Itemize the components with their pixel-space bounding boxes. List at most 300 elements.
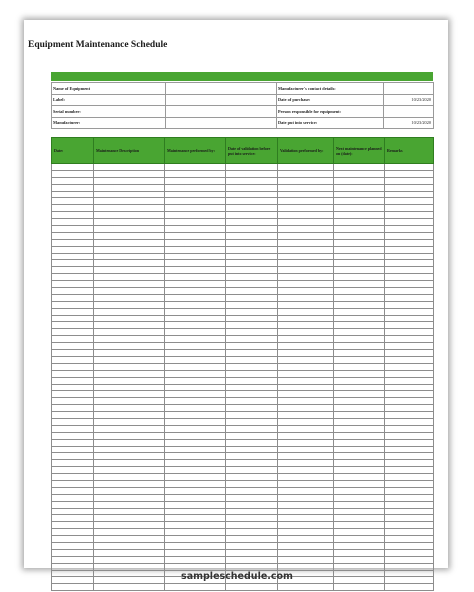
table-cell[interactable] <box>165 239 226 246</box>
table-cell[interactable] <box>278 453 334 460</box>
table-cell[interactable] <box>278 446 334 453</box>
table-cell[interactable] <box>165 170 226 177</box>
table-cell[interactable] <box>278 377 334 384</box>
table-cell[interactable] <box>334 356 385 363</box>
table-cell[interactable] <box>226 522 278 529</box>
table-cell[interactable] <box>94 487 165 494</box>
table-cell[interactable] <box>52 246 94 253</box>
table-cell[interactable] <box>94 350 165 357</box>
table-cell[interactable] <box>52 453 94 460</box>
table-cell[interactable] <box>278 370 334 377</box>
table-cell[interactable] <box>385 274 434 281</box>
table-cell[interactable] <box>52 288 94 295</box>
table-cell[interactable] <box>385 480 434 487</box>
table-cell[interactable] <box>226 398 278 405</box>
table-cell[interactable] <box>165 474 226 481</box>
table-cell[interactable] <box>385 467 434 474</box>
table-cell[interactable] <box>94 191 165 198</box>
table-cell[interactable] <box>278 267 334 274</box>
table-cell[interactable] <box>385 515 434 522</box>
table-cell[interactable] <box>52 336 94 343</box>
table-cell[interactable] <box>94 522 165 529</box>
person-responsible-field[interactable] <box>384 106 434 118</box>
table-cell[interactable] <box>165 350 226 357</box>
table-cell[interactable] <box>385 350 434 357</box>
table-cell[interactable] <box>52 487 94 494</box>
table-cell[interactable] <box>94 391 165 398</box>
table-cell[interactable] <box>226 212 278 219</box>
table-cell[interactable] <box>165 494 226 501</box>
table-cell[interactable] <box>334 294 385 301</box>
table-cell[interactable] <box>52 232 94 239</box>
table-cell[interactable] <box>334 274 385 281</box>
table-cell[interactable] <box>278 391 334 398</box>
table-cell[interactable] <box>165 549 226 556</box>
table-cell[interactable] <box>385 522 434 529</box>
table-cell[interactable] <box>52 474 94 481</box>
table-cell[interactable] <box>94 501 165 508</box>
table-cell[interactable] <box>226 246 278 253</box>
table-cell[interactable] <box>385 425 434 432</box>
table-cell[interactable] <box>52 294 94 301</box>
table-cell[interactable] <box>226 336 278 343</box>
table-cell[interactable] <box>165 398 226 405</box>
table-cell[interactable] <box>334 467 385 474</box>
table-cell[interactable] <box>334 536 385 543</box>
table-cell[interactable] <box>278 281 334 288</box>
table-cell[interactable] <box>278 515 334 522</box>
table-cell[interactable] <box>334 288 385 295</box>
table-cell[interactable] <box>52 556 94 563</box>
table-cell[interactable] <box>278 536 334 543</box>
table-cell[interactable] <box>226 439 278 446</box>
table-cell[interactable] <box>94 246 165 253</box>
table-cell[interactable] <box>165 501 226 508</box>
table-cell[interactable] <box>165 315 226 322</box>
table-cell[interactable] <box>52 549 94 556</box>
table-cell[interactable] <box>278 363 334 370</box>
table-cell[interactable] <box>385 308 434 315</box>
table-cell[interactable] <box>278 219 334 226</box>
table-cell[interactable] <box>226 542 278 549</box>
table-cell[interactable] <box>385 556 434 563</box>
table-cell[interactable] <box>226 198 278 205</box>
table-cell[interactable] <box>165 212 226 219</box>
table-cell[interactable] <box>165 301 226 308</box>
table-cell[interactable] <box>385 432 434 439</box>
table-cell[interactable] <box>52 226 94 233</box>
table-cell[interactable] <box>94 164 165 171</box>
table-cell[interactable] <box>385 418 434 425</box>
table-cell[interactable] <box>278 556 334 563</box>
manufacturer-field[interactable] <box>166 117 277 129</box>
table-cell[interactable] <box>385 315 434 322</box>
table-cell[interactable] <box>165 487 226 494</box>
table-cell[interactable] <box>226 232 278 239</box>
table-cell[interactable] <box>334 329 385 336</box>
table-cell[interactable] <box>52 350 94 357</box>
manufacturer-contact-field[interactable] <box>384 83 434 95</box>
table-cell[interactable] <box>385 260 434 267</box>
table-cell[interactable] <box>165 219 226 226</box>
table-cell[interactable] <box>165 177 226 184</box>
table-cell[interactable] <box>278 191 334 198</box>
label-field[interactable] <box>166 94 277 106</box>
table-cell[interactable] <box>94 363 165 370</box>
table-cell[interactable] <box>226 191 278 198</box>
table-cell[interactable] <box>334 432 385 439</box>
table-cell[interactable] <box>226 170 278 177</box>
table-cell[interactable] <box>52 584 94 591</box>
table-cell[interactable] <box>94 274 165 281</box>
table-cell[interactable] <box>278 164 334 171</box>
table-cell[interactable] <box>334 563 385 570</box>
table-cell[interactable] <box>278 246 334 253</box>
table-cell[interactable] <box>165 412 226 419</box>
table-cell[interactable] <box>94 446 165 453</box>
table-cell[interactable] <box>278 184 334 191</box>
table-cell[interactable] <box>52 274 94 281</box>
table-cell[interactable] <box>94 405 165 412</box>
table-cell[interactable] <box>94 170 165 177</box>
table-cell[interactable] <box>385 536 434 543</box>
table-cell[interactable] <box>52 239 94 246</box>
table-cell[interactable] <box>334 219 385 226</box>
serial-number-field[interactable] <box>166 106 277 118</box>
table-cell[interactable] <box>52 542 94 549</box>
table-cell[interactable] <box>52 536 94 543</box>
table-cell[interactable] <box>385 549 434 556</box>
table-cell[interactable] <box>385 542 434 549</box>
table-cell[interactable] <box>165 336 226 343</box>
table-cell[interactable] <box>385 226 434 233</box>
table-cell[interactable] <box>226 274 278 281</box>
table-cell[interactable] <box>94 529 165 536</box>
table-cell[interactable] <box>94 239 165 246</box>
table-cell[interactable] <box>94 294 165 301</box>
table-cell[interactable] <box>334 253 385 260</box>
table-cell[interactable] <box>334 522 385 529</box>
table-cell[interactable] <box>278 549 334 556</box>
table-cell[interactable] <box>385 501 434 508</box>
table-cell[interactable] <box>165 453 226 460</box>
table-cell[interactable] <box>52 343 94 350</box>
table-cell[interactable] <box>278 205 334 212</box>
table-cell[interactable] <box>94 184 165 191</box>
table-cell[interactable] <box>334 350 385 357</box>
table-cell[interactable] <box>334 226 385 233</box>
table-cell[interactable] <box>94 425 165 432</box>
table-cell[interactable] <box>278 343 334 350</box>
table-cell[interactable] <box>94 536 165 543</box>
table-cell[interactable] <box>165 377 226 384</box>
table-cell[interactable] <box>52 329 94 336</box>
table-cell[interactable] <box>226 322 278 329</box>
table-cell[interactable] <box>385 529 434 536</box>
table-cell[interactable] <box>165 556 226 563</box>
table-cell[interactable] <box>385 343 434 350</box>
table-cell[interactable] <box>52 515 94 522</box>
table-cell[interactable] <box>94 260 165 267</box>
table-cell[interactable] <box>278 467 334 474</box>
table-cell[interactable] <box>278 584 334 591</box>
table-cell[interactable] <box>52 281 94 288</box>
table-cell[interactable] <box>52 563 94 570</box>
table-cell[interactable] <box>52 501 94 508</box>
table-cell[interactable] <box>334 425 385 432</box>
table-cell[interactable] <box>94 432 165 439</box>
table-cell[interactable] <box>165 391 226 398</box>
table-cell[interactable] <box>385 329 434 336</box>
table-cell[interactable] <box>165 246 226 253</box>
table-cell[interactable] <box>94 322 165 329</box>
table-cell[interactable] <box>226 226 278 233</box>
table-cell[interactable] <box>334 170 385 177</box>
table-cell[interactable] <box>94 205 165 212</box>
table-cell[interactable] <box>94 584 165 591</box>
table-cell[interactable] <box>52 322 94 329</box>
table-cell[interactable] <box>165 226 226 233</box>
table-cell[interactable] <box>278 474 334 481</box>
table-cell[interactable] <box>334 556 385 563</box>
table-cell[interactable] <box>226 536 278 543</box>
table-cell[interactable] <box>226 467 278 474</box>
table-cell[interactable] <box>226 501 278 508</box>
table-cell[interactable] <box>94 439 165 446</box>
table-cell[interactable] <box>385 322 434 329</box>
table-cell[interactable] <box>52 370 94 377</box>
table-cell[interactable] <box>334 542 385 549</box>
table-cell[interactable] <box>52 425 94 432</box>
table-cell[interactable] <box>52 356 94 363</box>
table-cell[interactable] <box>334 494 385 501</box>
table-cell[interactable] <box>165 274 226 281</box>
table-cell[interactable] <box>94 563 165 570</box>
table-cell[interactable] <box>385 377 434 384</box>
table-cell[interactable] <box>165 253 226 260</box>
table-cell[interactable] <box>52 212 94 219</box>
table-cell[interactable] <box>165 563 226 570</box>
table-cell[interactable] <box>334 549 385 556</box>
table-cell[interactable] <box>278 322 334 329</box>
table-cell[interactable] <box>94 301 165 308</box>
table-cell[interactable] <box>334 322 385 329</box>
table-cell[interactable] <box>226 549 278 556</box>
table-cell[interactable] <box>334 184 385 191</box>
table-cell[interactable] <box>334 418 385 425</box>
table-cell[interactable] <box>278 294 334 301</box>
table-cell[interactable] <box>385 281 434 288</box>
table-cell[interactable] <box>165 405 226 412</box>
table-cell[interactable] <box>226 432 278 439</box>
table-cell[interactable] <box>52 432 94 439</box>
table-cell[interactable] <box>334 315 385 322</box>
table-cell[interactable] <box>334 391 385 398</box>
table-cell[interactable] <box>52 384 94 391</box>
table-cell[interactable] <box>226 281 278 288</box>
table-cell[interactable] <box>278 170 334 177</box>
table-cell[interactable] <box>165 294 226 301</box>
table-cell[interactable] <box>165 267 226 274</box>
table-cell[interactable] <box>278 480 334 487</box>
table-cell[interactable] <box>334 370 385 377</box>
table-cell[interactable] <box>385 246 434 253</box>
table-cell[interactable] <box>52 260 94 267</box>
table-cell[interactable] <box>226 308 278 315</box>
table-cell[interactable] <box>278 232 334 239</box>
table-cell[interactable] <box>334 377 385 384</box>
table-cell[interactable] <box>226 391 278 398</box>
table-cell[interactable] <box>165 370 226 377</box>
table-cell[interactable] <box>52 363 94 370</box>
table-cell[interactable] <box>226 260 278 267</box>
table-cell[interactable] <box>165 418 226 425</box>
table-cell[interactable] <box>278 336 334 343</box>
table-cell[interactable] <box>385 391 434 398</box>
table-cell[interactable] <box>385 198 434 205</box>
table-cell[interactable] <box>278 198 334 205</box>
table-cell[interactable] <box>278 301 334 308</box>
table-cell[interactable] <box>334 515 385 522</box>
table-cell[interactable] <box>278 542 334 549</box>
table-cell[interactable] <box>94 494 165 501</box>
table-cell[interactable] <box>226 288 278 295</box>
table-cell[interactable] <box>52 164 94 171</box>
table-cell[interactable] <box>385 191 434 198</box>
table-cell[interactable] <box>94 198 165 205</box>
table-cell[interactable] <box>94 308 165 315</box>
table-cell[interactable] <box>334 267 385 274</box>
table-cell[interactable] <box>52 315 94 322</box>
table-cell[interactable] <box>334 363 385 370</box>
table-cell[interactable] <box>94 267 165 274</box>
table-cell[interactable] <box>94 556 165 563</box>
table-cell[interactable] <box>385 584 434 591</box>
table-cell[interactable] <box>385 356 434 363</box>
table-cell[interactable] <box>94 467 165 474</box>
table-cell[interactable] <box>385 177 434 184</box>
table-cell[interactable] <box>165 439 226 446</box>
table-cell[interactable] <box>278 260 334 267</box>
table-cell[interactable] <box>165 363 226 370</box>
table-cell[interactable] <box>94 177 165 184</box>
table-cell[interactable] <box>385 474 434 481</box>
table-cell[interactable] <box>226 350 278 357</box>
table-cell[interactable] <box>278 288 334 295</box>
table-cell[interactable] <box>165 356 226 363</box>
table-cell[interactable] <box>52 267 94 274</box>
table-cell[interactable] <box>226 239 278 246</box>
table-cell[interactable] <box>94 542 165 549</box>
table-cell[interactable] <box>334 205 385 212</box>
table-cell[interactable] <box>52 439 94 446</box>
table-cell[interactable] <box>226 343 278 350</box>
table-cell[interactable] <box>385 267 434 274</box>
table-cell[interactable] <box>165 164 226 171</box>
table-cell[interactable] <box>94 336 165 343</box>
table-cell[interactable] <box>385 384 434 391</box>
table-cell[interactable] <box>165 184 226 191</box>
table-cell[interactable] <box>385 460 434 467</box>
table-cell[interactable] <box>94 226 165 233</box>
table-cell[interactable] <box>165 232 226 239</box>
table-cell[interactable] <box>226 253 278 260</box>
table-cell[interactable] <box>165 384 226 391</box>
table-cell[interactable] <box>385 398 434 405</box>
table-cell[interactable] <box>226 184 278 191</box>
table-cell[interactable] <box>52 301 94 308</box>
table-cell[interactable] <box>334 232 385 239</box>
table-cell[interactable] <box>334 487 385 494</box>
table-cell[interactable] <box>278 350 334 357</box>
table-cell[interactable] <box>334 336 385 343</box>
table-cell[interactable] <box>165 425 226 432</box>
table-cell[interactable] <box>165 281 226 288</box>
table-cell[interactable] <box>52 467 94 474</box>
table-cell[interactable] <box>165 432 226 439</box>
table-cell[interactable] <box>94 453 165 460</box>
table-cell[interactable] <box>94 508 165 515</box>
table-cell[interactable] <box>334 460 385 467</box>
table-cell[interactable] <box>94 253 165 260</box>
table-cell[interactable] <box>94 219 165 226</box>
table-cell[interactable] <box>278 412 334 419</box>
table-cell[interactable] <box>334 281 385 288</box>
table-cell[interactable] <box>165 529 226 536</box>
table-cell[interactable] <box>226 363 278 370</box>
table-cell[interactable] <box>385 232 434 239</box>
table-cell[interactable] <box>52 170 94 177</box>
table-cell[interactable] <box>94 398 165 405</box>
table-cell[interactable] <box>278 398 334 405</box>
table-cell[interactable] <box>52 219 94 226</box>
table-cell[interactable] <box>226 219 278 226</box>
table-cell[interactable] <box>334 343 385 350</box>
table-cell[interactable] <box>165 198 226 205</box>
table-cell[interactable] <box>334 508 385 515</box>
table-cell[interactable] <box>278 529 334 536</box>
table-cell[interactable] <box>226 480 278 487</box>
table-cell[interactable] <box>278 329 334 336</box>
table-cell[interactable] <box>165 480 226 487</box>
table-cell[interactable] <box>226 267 278 274</box>
table-cell[interactable] <box>334 191 385 198</box>
table-cell[interactable] <box>385 205 434 212</box>
table-cell[interactable] <box>385 170 434 177</box>
table-cell[interactable] <box>165 205 226 212</box>
table-cell[interactable] <box>52 522 94 529</box>
table-cell[interactable] <box>278 487 334 494</box>
table-cell[interactable] <box>226 377 278 384</box>
table-cell[interactable] <box>278 384 334 391</box>
date-put-into-service-field[interactable]: 10/23/2020 <box>384 117 434 129</box>
table-cell[interactable] <box>334 412 385 419</box>
table-cell[interactable] <box>385 487 434 494</box>
table-cell[interactable] <box>278 522 334 529</box>
table-cell[interactable] <box>94 343 165 350</box>
table-cell[interactable] <box>52 398 94 405</box>
table-cell[interactable] <box>334 398 385 405</box>
table-cell[interactable] <box>226 294 278 301</box>
table-cell[interactable] <box>278 439 334 446</box>
table-cell[interactable] <box>278 253 334 260</box>
table-cell[interactable] <box>334 308 385 315</box>
table-cell[interactable] <box>94 377 165 384</box>
table-cell[interactable] <box>52 391 94 398</box>
table-cell[interactable] <box>334 501 385 508</box>
table-cell[interactable] <box>278 405 334 412</box>
table-cell[interactable] <box>385 412 434 419</box>
